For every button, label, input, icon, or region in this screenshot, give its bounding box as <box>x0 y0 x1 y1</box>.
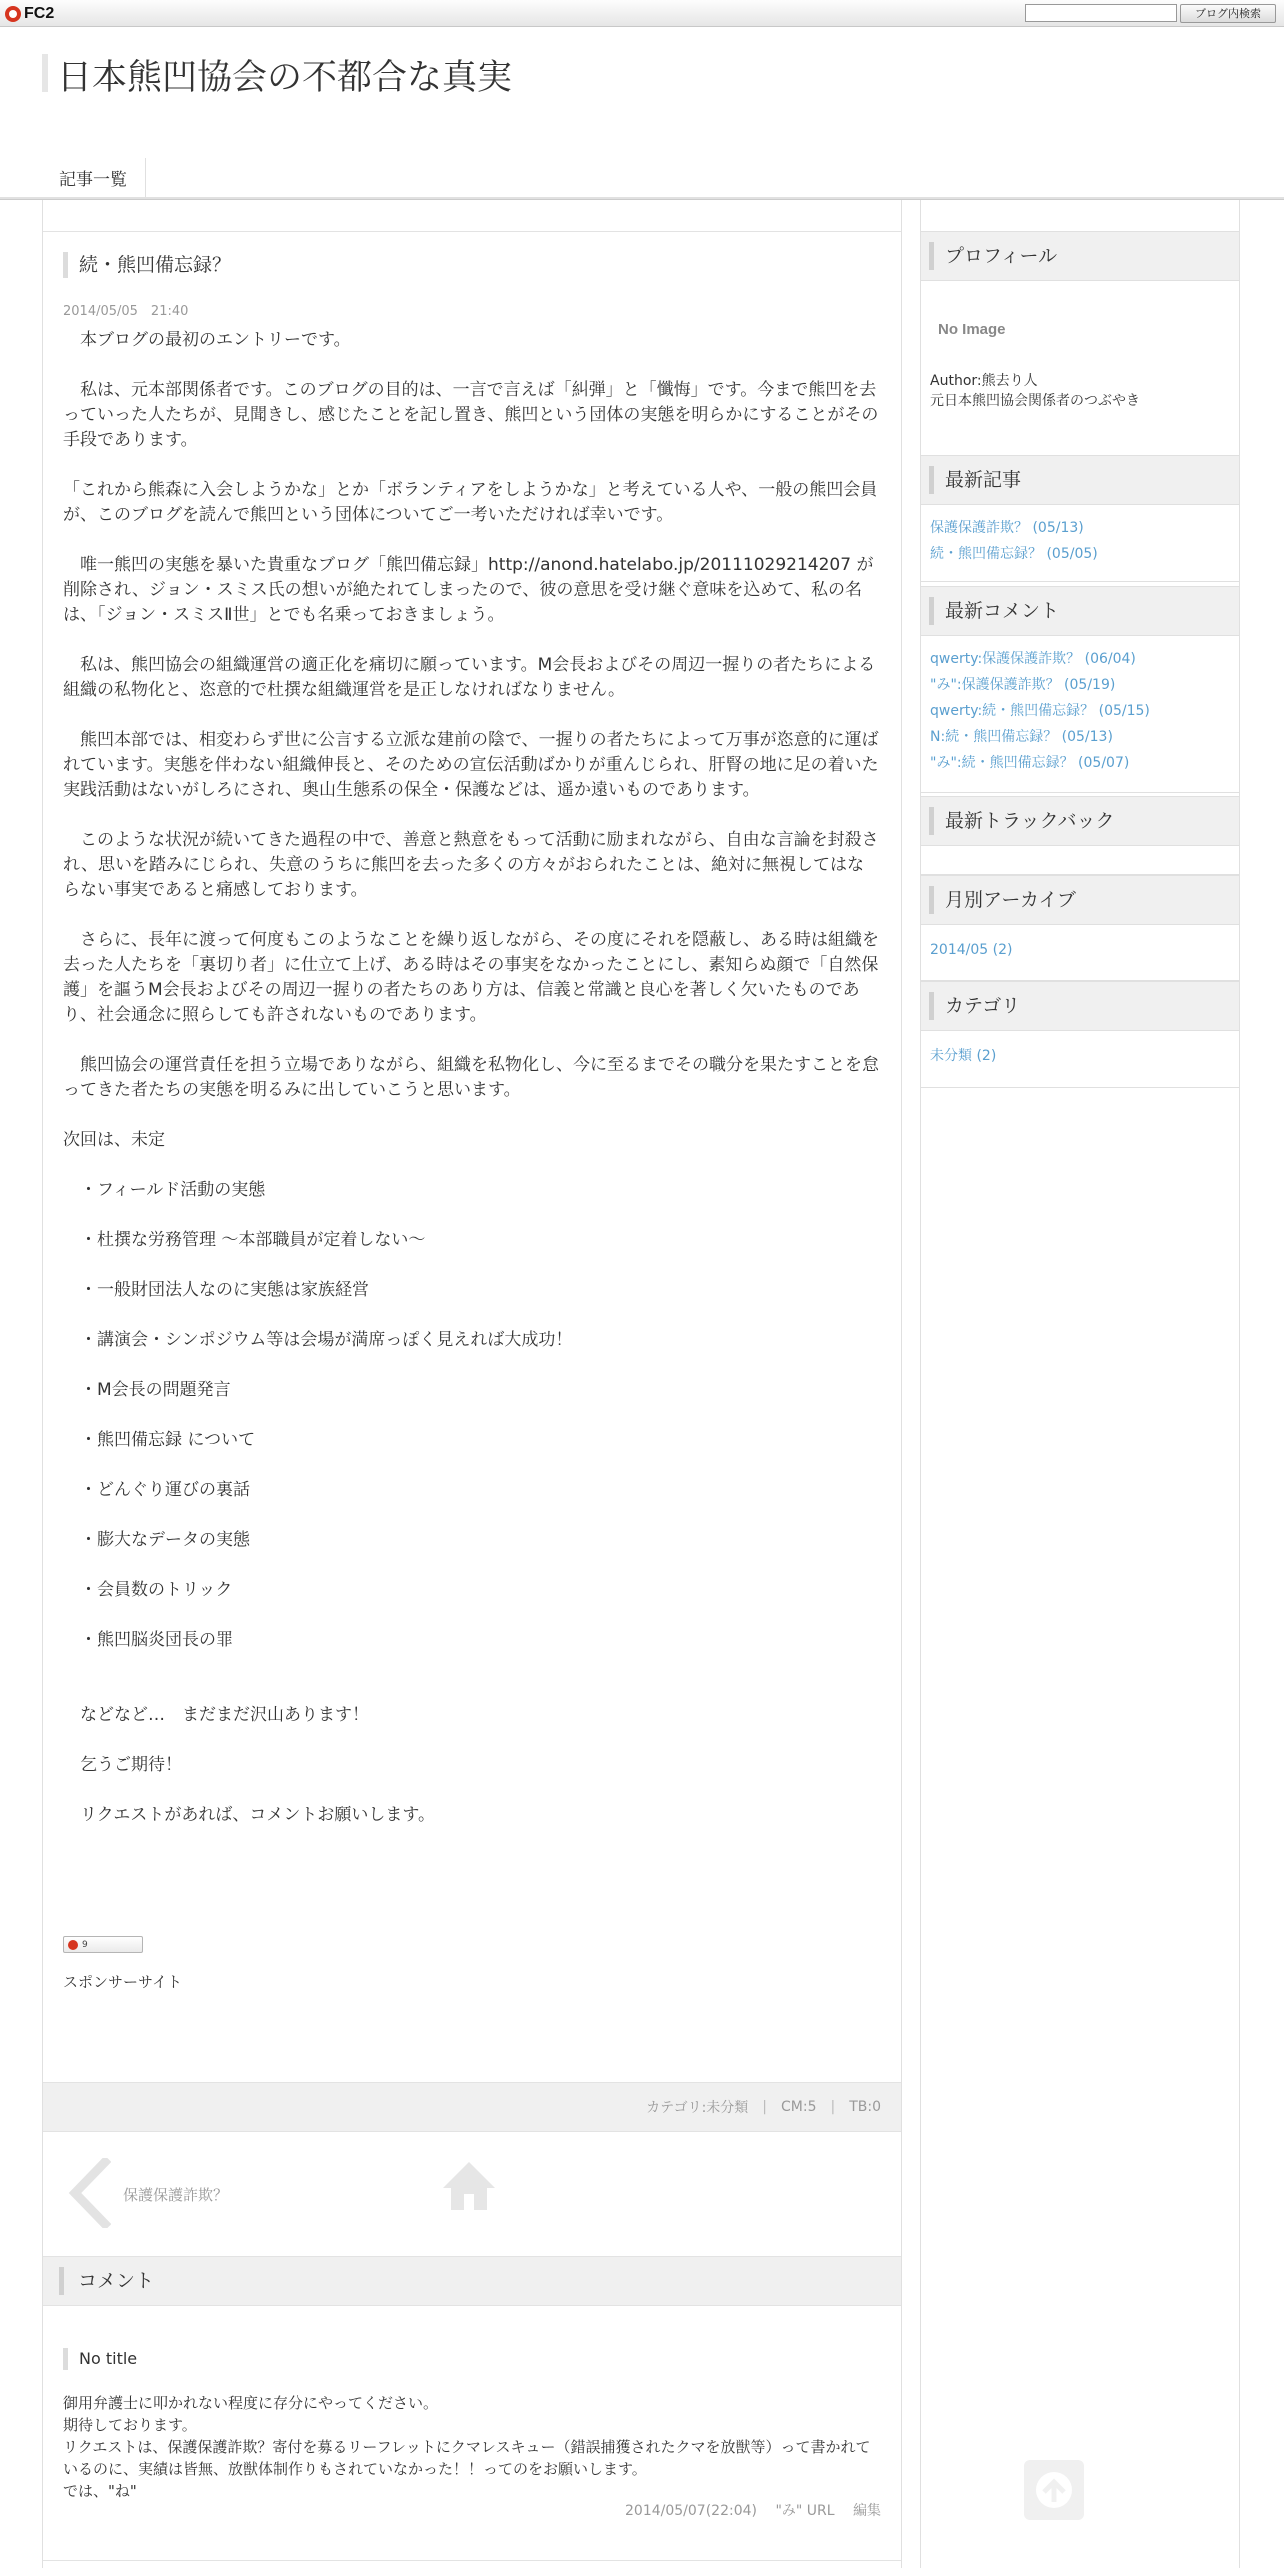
title-accent-bar <box>42 54 48 92</box>
chevron-left-icon[interactable] <box>67 2158 111 2228</box>
home-icon[interactable] <box>441 2160 497 2212</box>
site-title[interactable]: 日本熊凹協会の不都合な真実 <box>57 58 513 98</box>
comment-line: リクエストは、保護保護詐欺？寄付を募るリーフレットにクマレスキュー（錯誤捕獲されたクマを放獣等）って書かれているのに、実績は皆無、放獣体制作りもされていなかった！！ってのをお願いします。 <box>63 2438 871 2478</box>
closing-line: リクエストがあれば、コメントお願いします。 <box>63 1805 435 1825</box>
entry-pager <box>43 2132 901 2256</box>
topic-item: ・フィールド活動の実態 <box>63 1180 266 1200</box>
topic-item: ・講演会・シンポジウム等は会場が満席っぽく見えれば大成功！ <box>63 1330 573 1350</box>
recent-posts-title: 最新記事 <box>929 466 1021 494</box>
comment-meta <box>625 2500 881 2520</box>
trackbacks-widget <box>921 796 1239 875</box>
recent-comment-link[interactable]: N:続・熊凹備忘録？ (05/13) <box>930 729 1113 745</box>
blog-search-input[interactable] <box>1025 4 1177 22</box>
recent-post-link[interactable]: 保護保護詐欺？ (05/13) <box>930 520 1084 536</box>
comment-divider <box>43 2560 901 2561</box>
topic-item: ・熊凹備忘録 について <box>63 1430 256 1450</box>
nav-item-article-list[interactable]: 記事一覧 <box>59 170 127 190</box>
main-nav <box>42 158 146 198</box>
profile-widget <box>921 231 1239 473</box>
recent-comment-link[interactable]: qwerty:続・熊凹備忘録？ (05/15) <box>930 703 1150 719</box>
sponsor-site-label: スポンサーサイト <box>63 1973 182 1991</box>
fc2-logo[interactable] <box>5 4 54 23</box>
entry-paragraph: 熊凹協会の運営責任を担う立場でありながら、組織を私物化し、今に至るまでその職分を果たすことを怠ってきた者たちの実態を明るみに出していこうと思います。 <box>63 1055 879 1100</box>
entry-paragraph: 私は、熊凹協会の組織運営の適正化を痛切に願っています。M会長およびその周辺一握りの者たちによる組織の私物化と、恣意的で杜撰な組織運営を是正しなければなりません。 <box>63 655 876 700</box>
arrow-up-icon <box>1024 2460 1084 2520</box>
profile-author <box>930 371 1230 411</box>
topic-item: ・会員数のトリック <box>63 1580 233 1600</box>
fc2-toolbar <box>0 0 1284 27</box>
archive-link[interactable]: 2014/05 (2) <box>930 942 1013 958</box>
recent-posts-widget <box>921 455 1239 582</box>
next-topics-label: 次回は、未定 <box>63 1130 165 1150</box>
fc2-logo-text: FC2 <box>24 4 55 22</box>
entry-category-link[interactable]: カテゴリ:未分類 <box>646 2100 749 2116</box>
recent-comment-link[interactable]: "み":保護保護詐欺？ (05/19) <box>930 677 1116 693</box>
ranking-count: 9 <box>82 1939 88 1950</box>
entry-paragraph: 「これから熊森に入会しようかな」とか「ボランティアをしようかな」と考えている人や、一般の熊凹会員が、このブログを読んで熊凹という団体についてご一考いただければ幸いです。 <box>63 480 878 525</box>
sidebar <box>920 200 1240 2568</box>
archives-widget <box>921 875 1239 981</box>
main-column <box>42 200 902 2568</box>
comments-heading <box>43 2256 901 2306</box>
profile-description: 元日本熊凹協会関係者のつぶやき <box>930 393 1140 409</box>
category-link[interactable]: 未分類 (2) <box>930 1048 997 1064</box>
comment-author-link[interactable]: "み" URL <box>775 2503 835 2519</box>
closing-line: 乞うご期待！ <box>63 1755 182 1775</box>
topic-item: ・どんぐり運びの裏話 <box>63 1480 250 1500</box>
comment-body <box>63 2392 881 2502</box>
entry-date: 2014/05/05 21:40 <box>63 304 189 319</box>
ranking-icon <box>68 1940 78 1950</box>
entry-footer: カテゴリ:未分類 | CM:5 | TB:0 <box>43 2082 901 2132</box>
entry-trackback-count[interactable]: TB:0 <box>849 2099 881 2115</box>
blog-ranking-button[interactable] <box>63 1936 143 1953</box>
archives-title: 月別アーカイブ <box>929 886 1076 914</box>
entry-title[interactable]: 続・熊凹備忘録？ <box>63 252 231 278</box>
profile-heading <box>921 231 1239 281</box>
fc2-logo-icon <box>5 6 21 22</box>
topic-item: ・熊凹脳炎団長の罪 <box>63 1630 233 1650</box>
comment-line: では、"ね" <box>63 2482 137 2500</box>
comment-title: No title <box>63 2348 137 2370</box>
topic-item: ・一般財団法人なのに実態は家族経営 <box>63 1280 369 1300</box>
recent-comment-link[interactable]: "み":続・熊凹備忘録？ (05/07) <box>930 755 1130 771</box>
topic-item: ・膨大なデータの実態 <box>63 1530 250 1550</box>
topic-item: ・M会長の問題発言 <box>63 1380 231 1400</box>
recent-comments-widget <box>921 586 1239 793</box>
categories-widget <box>921 981 1239 1088</box>
comment-edit-link[interactable]: 編集 <box>853 2503 881 2519</box>
trackbacks-title: 最新トラックバック <box>929 807 1114 835</box>
comments-title: コメント <box>59 2267 154 2295</box>
entry-paragraph: 本ブログの最初のエントリーです。 <box>63 330 351 350</box>
recent-post-link[interactable]: 続・熊凹備忘録？ (05/05) <box>930 546 1098 562</box>
profile-no-image: No Image <box>938 321 1006 338</box>
recent-comments-title: 最新コメント <box>929 597 1059 625</box>
entry-paragraph: 私は、元本部関係者です。このブログの目的は、一言で言えば「糾弾」と「懺悔」です。今まで熊凹を去っていった人たちが、見聞きし、感じたことを記し置き、熊凹という団体の実態を明らかにすることがその手段であります。 <box>63 380 879 450</box>
scroll-top-button[interactable] <box>1024 2460 1084 2520</box>
entry-paragraph: さらに、長年に渡って何度もこのようなことを繰り返しながら、その度にそれを隠蔽し、ある時は組織を去った人たちを「裏切り者」に仕立て上げ、ある時はその事実をなかったことにし、素知らぬ顔で「自然保護」を謳うM会長およびその周辺一握りの者たちのあり方は、信義と常識と良心を著しく欠いたものであり、社会通念に照らしても許されないものであります。 <box>63 930 879 1025</box>
entry-comment-count[interactable]: CM:5 <box>781 2099 817 2115</box>
recent-comment-link[interactable]: qwerty:保護保護詐欺？ (06/04) <box>930 651 1136 667</box>
entry-body <box>63 328 881 1853</box>
blog-search-button[interactable]: ブログ内検索 <box>1180 4 1276 23</box>
comment-date: 2014/05/07(22:04) <box>625 2503 757 2519</box>
entry-paragraph: このような状況が続いてきた過程の中で、善意と熱意をもって活動に励まれながら、自由な言論を封殺され、思いを踏みにじられ、失意のうちに熊凹を去った多くの方々がおられたことは、絶対に無視してはならない事実であると痛感しております。 <box>63 830 879 900</box>
profile-author-name: Author:熊去り人 <box>930 373 1038 389</box>
prev-entry-link[interactable]: 保護保護詐欺？ <box>123 2186 229 2204</box>
spacer <box>63 1678 881 1703</box>
comment-line: 期待しております。 <box>63 2416 197 2434</box>
profile-title: プロフィール <box>929 242 1057 270</box>
categories-title: カテゴリ <box>929 992 1020 1020</box>
entry-paragraph: 唯一熊凹の実態を暴いた貴重なブログ「熊凹備忘録」http://anond.hatelabo.jp/20111029214207 が削除され、ジョン・スミス氏の想いが絶たれてしまったので、彼の意思を受け継ぐ意味を込めて、私の名は、「ジョン・スミスⅡ世」とでも名乗っておきましょう。 <box>63 555 874 625</box>
main-top-divider <box>43 231 901 232</box>
topic-item: ・杜撰な労務管理 ～本部職員が定着しない～ <box>63 1230 426 1250</box>
closing-line: などなど… まだまだ沢山あります！ <box>63 1705 369 1725</box>
entry-paragraph: 熊凹本部では、相変わらず世に公言する立派な建前の陰で、一握りの者たちによって万事が恣意的に運ばれています。実態を伴わない組織伸長と、そのための宣伝活動ばかりが重んじられ、肝腎の地に足の着いた実践活動はないがしろにされ、奥山生態系の保全・保護などは、遥か遠いものであります。 <box>63 730 879 800</box>
comment-line: 御用弁護士に叩かれない程度に存分にやってください。 <box>63 2394 439 2412</box>
